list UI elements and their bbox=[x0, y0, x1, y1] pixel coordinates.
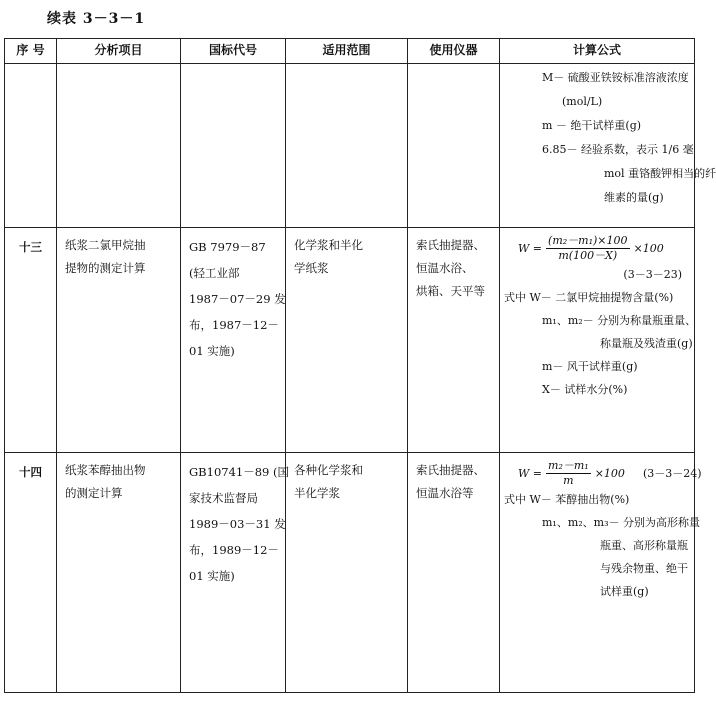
numerator: (m₂－m₁)×100 bbox=[548, 234, 628, 247]
denominator: m(100－X) bbox=[558, 249, 618, 262]
header-row bbox=[5, 39, 695, 64]
formula-line: m₁、m₂－ 分别为称量瓶重量、 bbox=[542, 314, 697, 327]
formula-line: 与残余物重、绝干 bbox=[600, 562, 688, 575]
header-scope: 适用范围 bbox=[286, 39, 408, 64]
item-line: 纸浆苯醇抽出物 bbox=[65, 463, 146, 477]
scope-line: 学纸浆 bbox=[294, 261, 329, 275]
std-line: 1987－07－29 发 bbox=[189, 292, 286, 306]
formula-line: 试样重(g) bbox=[600, 585, 649, 598]
std-line: 01 实施) bbox=[189, 344, 235, 358]
formula-line: X－ 试样水分(%) bbox=[542, 383, 628, 396]
table-row bbox=[5, 453, 695, 693]
formula-line: 维素的量(g) bbox=[604, 191, 664, 204]
formula-line: 式中 W－ 二氯甲烷抽提物含量(%) bbox=[504, 291, 674, 304]
denominator: m bbox=[563, 474, 574, 487]
formula-cell bbox=[500, 64, 716, 228]
equation: W = $\frac{\text{(m₂－m₁)×100}}{m(100-X)}$ ×100 bbox=[518, 234, 664, 262]
table-row bbox=[5, 64, 695, 228]
std-line: 家技术监督局 bbox=[189, 491, 258, 505]
formula-line: 称量瓶及残渣重(g) bbox=[600, 337, 693, 350]
header-no: 序 号 bbox=[5, 39, 57, 64]
formula-cell bbox=[500, 228, 695, 453]
equation: W = $\frac{\text{m₂－m₁}}{m}$ ×100 (3－3－24) bbox=[518, 459, 702, 487]
instr-line: 烘箱、天平等 bbox=[416, 284, 485, 298]
header-instr: 使用仪器 bbox=[408, 39, 500, 64]
item-line: 纸浆二氯甲烷抽 bbox=[65, 238, 146, 252]
header-std: 国标代号 bbox=[181, 39, 286, 64]
data-table bbox=[4, 38, 716, 693]
instr-line: 索氏抽提器、 bbox=[416, 463, 485, 477]
formula-cell bbox=[500, 453, 702, 693]
equation-number: (3－3－23) bbox=[623, 268, 682, 281]
numerator: m₂－m₁ bbox=[548, 459, 589, 472]
instr-line: 恒温水浴等 bbox=[416, 486, 474, 500]
std-line: 布，1987－12－ bbox=[189, 318, 279, 332]
item-line: 的测定计算 bbox=[65, 486, 123, 500]
scope-line: 各种化学浆和 bbox=[294, 463, 363, 477]
table-row bbox=[5, 228, 695, 453]
std-line: 01 实施) bbox=[189, 569, 235, 583]
std-line: 布，1989－12－ bbox=[189, 543, 279, 557]
scope-line: 半化学浆 bbox=[294, 486, 340, 500]
formula-line: M－ 硫酸亚铁铵标准溶液浓度 bbox=[542, 71, 689, 84]
item-line: 提物的测定计算 bbox=[65, 261, 146, 275]
row-number: 十四 bbox=[5, 453, 57, 693]
std-line: GB 7979－87 bbox=[189, 240, 266, 254]
formula-line: 6.85－ 经验系数，表示 1/6 毫 bbox=[542, 143, 694, 156]
std-line: (轻工业部 bbox=[189, 266, 240, 280]
table-caption: 续表 3－3－1 bbox=[47, 11, 146, 27]
equation-number: (3－3－24) bbox=[642, 467, 702, 480]
formula-line: mol 重铬酸钾相当的纤 bbox=[604, 167, 716, 180]
header-item: 分析项目 bbox=[57, 39, 181, 64]
std-line: 1989－03－31 发 bbox=[189, 517, 286, 531]
formula-line: m₁、m₂、m₃－ 分别为高形称量 bbox=[542, 516, 701, 529]
scope-line: 化学浆和半化 bbox=[294, 238, 363, 252]
std-line: GB10741－89 (国 bbox=[189, 465, 289, 479]
instr-line: 恒温水浴、 bbox=[416, 261, 474, 275]
formula-line: 瓶重、高形称量瓶 bbox=[600, 539, 688, 552]
header-formula: 计算公式 bbox=[500, 39, 695, 64]
formula-line: m－ 风干试样重(g) bbox=[542, 360, 638, 373]
instr-line: 索氏抽提器、 bbox=[416, 238, 485, 252]
row-number: 十三 bbox=[5, 228, 57, 453]
formula-line: (mol/L) bbox=[562, 95, 603, 108]
formula-line: m － 绝干试样重(g) bbox=[542, 119, 642, 132]
formula-line: 式中 W－ 苯醇抽出物(%) bbox=[504, 493, 630, 506]
